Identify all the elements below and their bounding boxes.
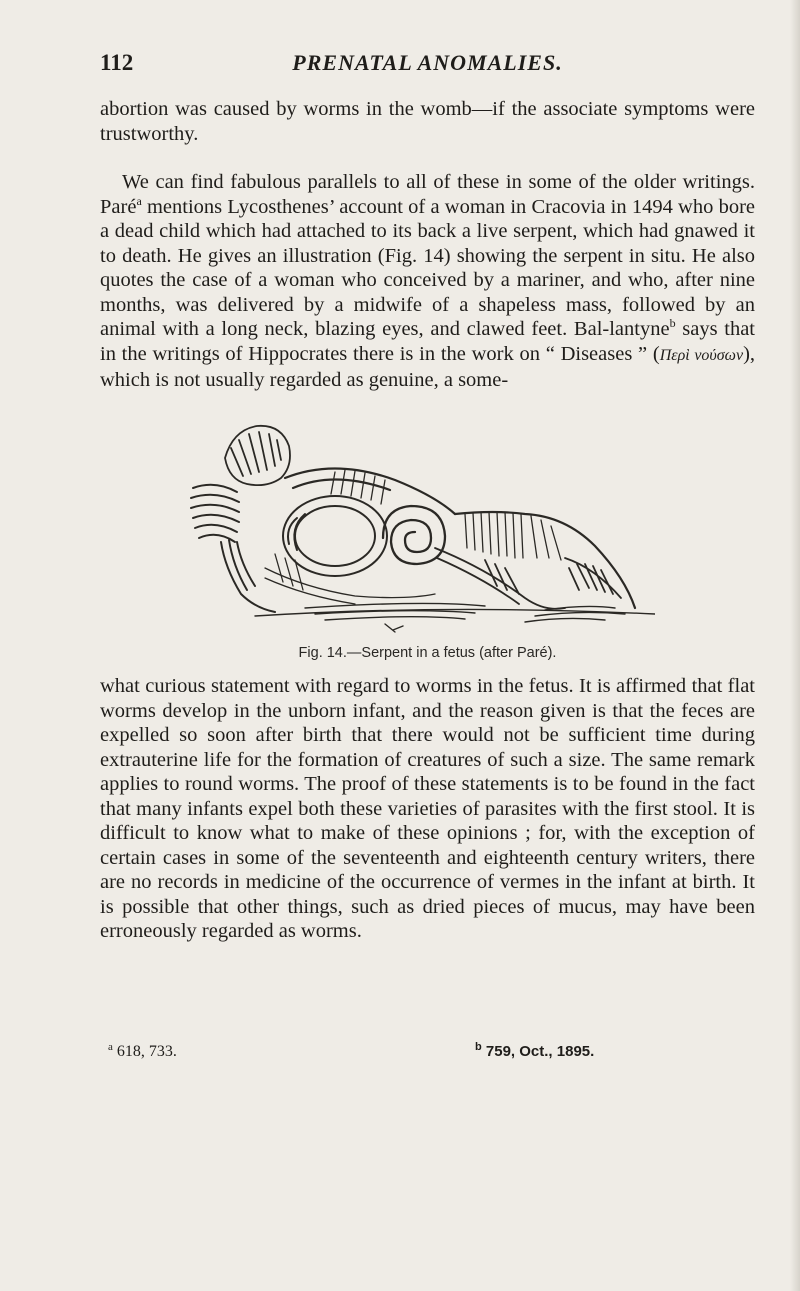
footnote-b-text: 759, Oct., 1895. — [481, 1043, 595, 1060]
page-header — [100, 50, 755, 80]
paragraph-2-text-start: We can find fabulous parallels to all of these in some of the older writings. Paré — [100, 171, 755, 218]
footnotes — [108, 1043, 748, 1067]
footnote-b — [475, 1043, 594, 1060]
figure-serpent-in-fetus — [185, 418, 655, 638]
footnote-a-mark: a — [108, 1041, 113, 1053]
paragraph-2-text-end: ), which is not usually regarded as genuine, a some- — [100, 342, 756, 391]
footnote-ref-b: b — [669, 316, 676, 330]
paragraph-2-text-mid: mentions Lycosthenes’ account of a woman in Cracovia in 1494 who bore a dead child which had attached to its back a live serpent, which had gnawed it to death. He gives an illustration (Fig. 14) showing the serpent in situ. He also quotes the case of a woman who conceived by a mariner, and who, after nine months, was delivered by a midwife of a shapeless mass, followed by an animal with a long neck, blazing eyes, and clawed feet. Bal-lantyne — [100, 195, 755, 340]
engraving-illustration — [185, 418, 655, 638]
paragraph-3: what curious statement with regard to worms in the fetus. It is affirmed that flat worms develop in the unborn infant, and the reason given is that the feces are expelled so soon after birth that there would not be sufficient time during extrauterine life for the formation of creatures of such a size. The same remark applies to round worms. The proof of these statements is to be found in the fact that many infants expel both these varieties of parasites with the first stool. It is difficult to know what to make of these opinions ; for, with the exception of certain cases in some of the seventeenth and eighteenth century writers, there are no records in medicine of the occurrence of vermes in the infant at birth. It is possible that other things, such as dried pieces of mucus, may have been erroneously regarded as worms. — [100, 675, 755, 942]
paragraph-2 — [100, 170, 755, 393]
paragraph-2-text-post: says that in the writings of Hippocrates there is in the work on “ Diseases ” ( — [100, 318, 755, 365]
footnote-a-text: 618, 733. — [112, 1043, 177, 1060]
footnote-ref-a: a — [136, 193, 142, 208]
running-title: PRENATAL ANOMALIES. — [292, 50, 563, 75]
paragraph-1: abortion was caused by worms in the womb—if the associate symptoms were trustworthy. — [100, 98, 755, 145]
page-number: 112 — [100, 50, 134, 75]
footnote-a — [108, 1043, 177, 1061]
footnote-b-mark: b — [475, 1041, 482, 1053]
greek-title: Περὶ νούσων — [659, 346, 744, 364]
figure-caption: Fig. 14.—Serpent in a fetus (after Paré). — [298, 645, 557, 661]
page-edge — [790, 0, 800, 1291]
